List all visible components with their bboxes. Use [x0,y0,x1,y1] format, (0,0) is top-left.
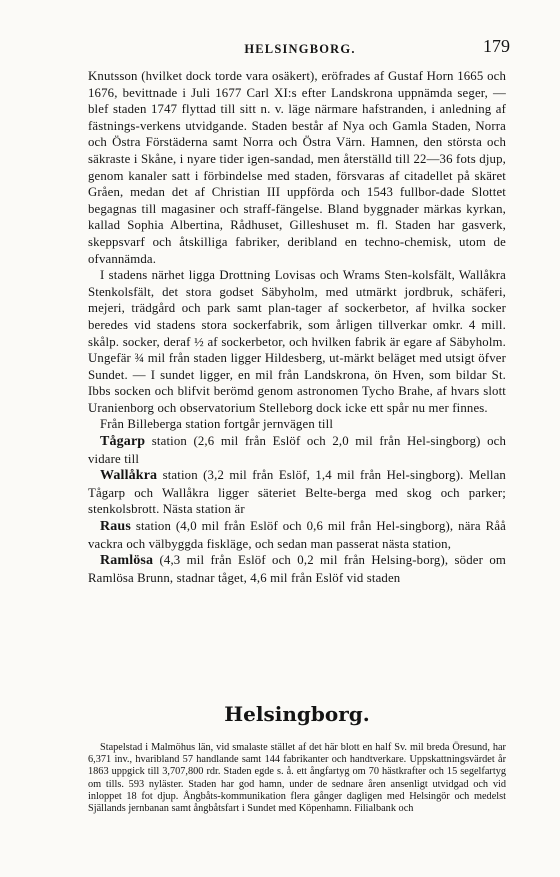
station-text: (4,3 mil från Eslöf och 0,2 mil från Helsing-borg), söder om Ramlösa Brunn, stadnar tåget, 4,6 mil från Eslöf vid staden [88,553,506,585]
running-header [90,36,510,60]
station-name: Raus [100,519,131,535]
section-description [88,742,506,815]
running-title: HELSINGBORG. [244,42,356,56]
station-name: Tågarp [100,434,146,450]
station-entry [88,518,506,552]
station-entry [88,433,506,467]
station-name: Ramlösa [100,553,154,569]
section-paragraph: Stapelstad i Malmöhus län, vid smalaste stället af det här blott en half Sv. mil breda Öresund, har 6,371 inv., hvaribland 57 handlande samt 144 fabrikanter och handtverkare. Uppskattningsvärdet år 1863 uppgick till 3,707,800 rdr. Staden egde s. å. ett ångfartyg om 70 hästkrafter och 15 segelfartyg om tills. 593 nyläster. Staden har god hamn, under de sednare åren ansenligt utvidgad och vid inloppet 18 fot djup. Ångbåts-kommunikation flera gånger dagligen med Helsingör och medelst Själlands jernbanan samt ångbåtsfart i Sundet med Köpenhamn. Filialbank och [88,742,506,815]
paragraph-railway-intro: Från Billeberga station fortgår jernvägen till [100,417,334,432]
station-entry [88,467,506,518]
station-name: Wallåkra [100,468,158,484]
station-text: station (4,0 mil från Eslöf och 0,6 mil från Hel-singborg), nära Råå vackra och välbyggda fiskläge, och sedan man passerat nästa station, [88,519,506,551]
paragraph-history: Knutsson (hvilket dock torde vara osäkert), eröfrades af Gustaf Horn 1665 och 1676, bevittnade i Juli 1677 Carl XI:s efter Landskrona uppnämda seger, — blef staden 1747 flyttad till sitt n. v. läge närmare hafstranden, i anledning af fästnings-verkens utvidgande. Staden består af Nya och Gamla Staden, Norra och Östra Förstäderna samt Norra och Östra Värn. Hamnen, den största och säkraste i Skåne, i nyare tider igen-sandad, men återställd till 22—36 fots djup, genom kanaler satt i förbindelse med staden, försvaras af citadellet på skäret Gråen, medan det af Christian III uppförda och 1543 fullbor-dade Slottet begagnas till magasiner och straff-fängelse. Bland byggnader märkas kyrkan, kallad Sophia Albertina, Rådhuset, Gilleshuset m. fl. Staden har gasverk, skeppsvarf och åtskilliga fabriker, deribland en techno-chemisk, utom de ofvannämda. [88,69,506,266]
body-text [88,68,506,586]
station-text: station (2,6 mil från Eslöf och 2,0 mil från Hel-singborg) och vidare till [88,434,506,466]
page-number: 179 [483,36,510,56]
section-heading: Helsingborg. [224,702,370,726]
paragraph-surroundings: I stadens närhet ligga Drottning Lovisas och Wrams Sten-kolsfält, Wallåkra Stenkolsfält, det stora godset Säbyholm, med utmärkt jordbruk, schäferi, mejeri, trädgård och park samt plan-tager af sockerbetor, af hvilka socker beredes vid stadens stora sockerfabrik, som årligen tillverkar omkr. 4 mill. skålp. socker, deraf ½ af sockerbetor, och hvilken fabrik är egare af Säbyholm. Ungefär ¾ mil från staden ligger Hildesberg, ut-märkt beläget med utsigt öfver Sundet. — I sundet ligger, en mil från Landskrona, ön Hven, som bildar St. Ibbs socken och blifvit berömd genom astronomen Tycho Brahe, af hvars slott Uranienborg och observatorium Stelleborg dock icke ett spår nu mer finnes. [88,268,506,415]
station-entry [88,552,506,586]
station-text: station (3,2 mil från Eslöf, 1,4 mil från Hel-singborg). Mellan Tågarp och Wallåkra ligger säteriet Belte-berga med skog och parker; stenkolsbrott. Nästa station är [88,468,506,517]
